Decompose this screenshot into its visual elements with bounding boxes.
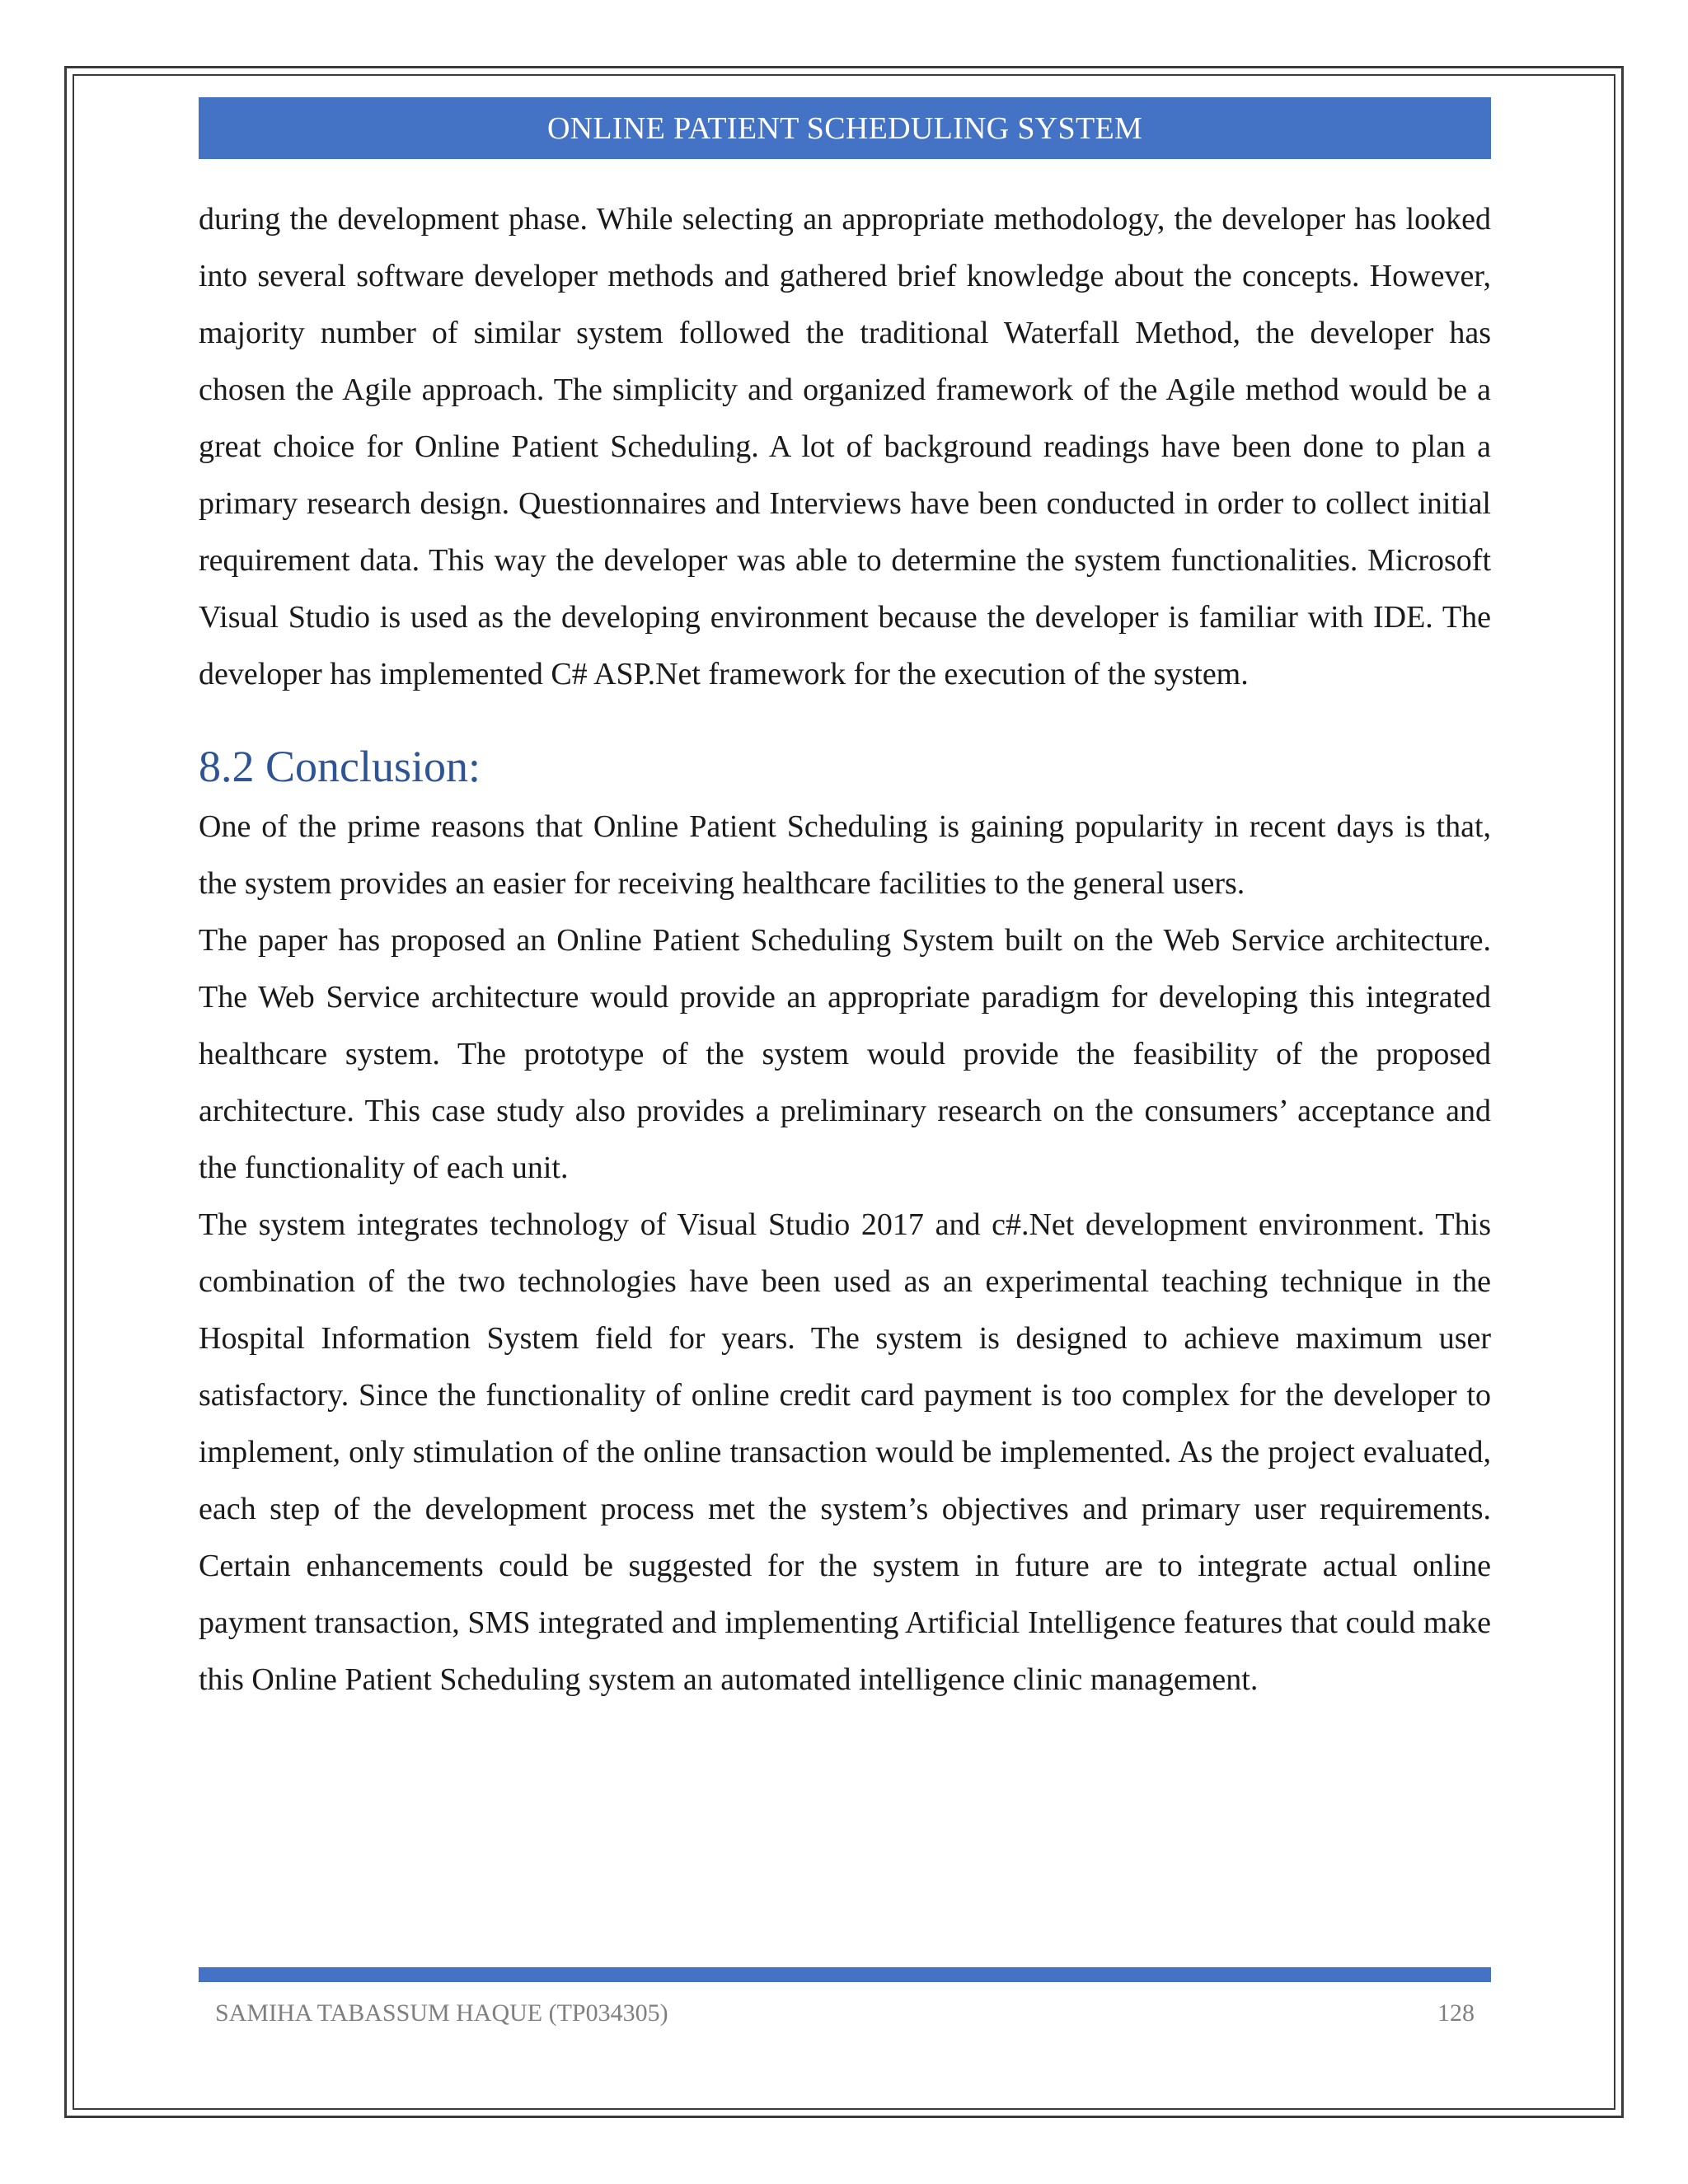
conclusion-paragraph-2: The paper has proposed an Online Patient Scheduling System built on the Web Service architecture. The Web Service architecture would provide an appropriate paradigm for developing this integrated healthcare system. The prototype of the system would provide the feasibility of the proposed architecture. This case study also provides a preliminary research on the consumers’ acceptance and the functionality of each unit. bbox=[199, 923, 1491, 1185]
header-bar bbox=[199, 97, 1491, 159]
section-heading: 8.2 Conclusion: bbox=[199, 742, 481, 791]
document-body bbox=[199, 191, 1491, 1708]
intro-paragraph: during the development phase. While selecting an appropriate methodology, the developer has looked into several software developer methods and gathered brief knowledge about the concepts. However, majority number of similar system followed the traditional Waterfall Method, the developer has chosen the Agile approach. The simplicity and organized framework of the Agile method would be a great choice for Online Patient Scheduling. A lot of background readings have been done to plan a primary research design. Questionnaires and Interviews have been conducted in order to collect initial requirement data. This way the developer was able to determine the system functionalities. Microsoft Visual Studio is used as the developing environment because the developer is familiar with IDE. The developer has implemented C# ASP.Net framework for the execution of the system. bbox=[199, 202, 1491, 691]
conclusion-paragraph-3: The system integrates technology of Visual Studio 2017 and c#.Net development environment. This combination of the two technologies have been used as an experimental teaching technique in the Hospital Information System field for years. The system is designed to achieve maximum user satisfactory. Since the functionality of online credit card payment is too complex for the developer to implement, only stimulation of the online transaction would be implemented. As the project evaluated, each step of the development process met the system’s objectives and primary user requirements. Certain enhancements could be suggested for the system in future are to integrate actual online payment transaction, SMS integrated and implementing Artificial Intelligence features that could make this Online Patient Scheduling system an automated intelligence clinic management. bbox=[199, 1207, 1491, 1697]
header-title: ONLINE PATIENT SCHEDULING SYSTEM bbox=[546, 110, 1143, 146]
conclusion-paragraph-1: One of the prime reasons that Online Patient Scheduling is gaining popularity in recent days is that, the system provides an easier for receiving healthcare facilities to the general users. bbox=[199, 809, 1491, 901]
page-number: 128 bbox=[1437, 1999, 1475, 2027]
footer-author: SAMIHA TABASSUM HAQUE (TP034305) bbox=[215, 1999, 668, 2027]
footer-bar bbox=[199, 1967, 1491, 1982]
